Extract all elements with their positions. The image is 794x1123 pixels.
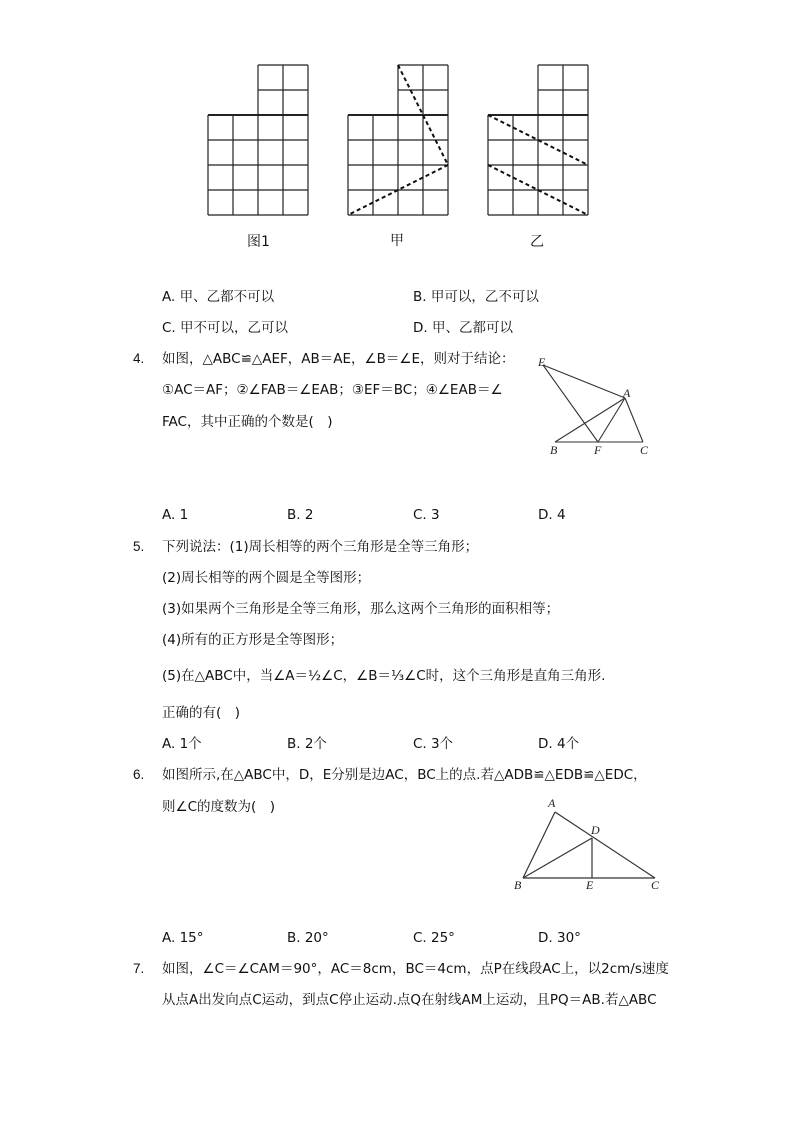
q6-option-d: D. 30° <box>538 930 581 946</box>
grid-figures <box>0 0 794 230</box>
q4-line-2: ①AC＝AF；②∠FAB＝∠EAB；③EF＝BC；④∠EAB＝∠ <box>162 382 503 398</box>
q4-line-3: FAC，其中正确的个数是( ) <box>162 414 333 430</box>
q4-label-a: A <box>623 386 631 400</box>
caption-yi: 乙 <box>530 234 544 250</box>
q6-option-a: A. 15° <box>162 930 204 946</box>
q6-label-e: E <box>586 878 594 892</box>
q4-number: 4. <box>133 351 145 366</box>
q6-option-c: C. 25° <box>413 930 455 946</box>
q5-line-5: (5)在△ABC中，当∠A＝½∠C，∠B＝⅓∠C时，这个三角形是直角三角形. <box>162 668 606 684</box>
q3-option-b: B. 甲可以，乙不可以 <box>413 289 539 305</box>
q7-line-2: 从点A出发向点C运动，到点C停止运动.点Q在射线AM上运动，且PQ＝AB.若△ABC <box>162 992 657 1008</box>
q6-figure <box>505 790 675 900</box>
q6-line-2: 则∠C的度数为( ) <box>162 799 276 815</box>
q5-line-1: 下列说法：(1)周长相等的两个三角形是全等三角形； <box>162 539 479 555</box>
q4-label-e: E <box>538 355 546 369</box>
figure-yi-grid <box>488 65 588 215</box>
q6-label-b: B <box>514 878 522 892</box>
q5-line-3: (3)如果两个三角形是全等三角形，那么这两个三角形的面积相等； <box>162 601 560 617</box>
q7-number: 7. <box>133 961 145 976</box>
q7-line-1: 如图，∠C＝∠CAM＝90°，AC＝8cm，BC＝4cm，点P在线段AC上，以2cm/s速度 <box>162 961 669 977</box>
q6-label-c: C <box>651 878 660 892</box>
q5-line-2: (2)周长相等的两个圆是全等图形； <box>162 570 371 586</box>
q4-option-c: C. 3 <box>413 507 440 523</box>
q6-label-a: A <box>548 796 556 810</box>
q3-option-c: C. 甲不可以，乙可以 <box>162 320 289 336</box>
q4-option-a: A. 1 <box>162 507 189 523</box>
caption-jia: 甲 <box>390 233 404 249</box>
q5-line-4: (4)所有的正方形是全等图形； <box>162 632 344 648</box>
q5-option-a: A. 1个 <box>162 736 202 752</box>
q4-label-f: F <box>594 443 602 457</box>
q3-option-a: A. 甲、乙都不可以 <box>162 289 275 305</box>
caption-figure-1: 图1 <box>247 234 270 250</box>
q6-option-b: B. 20° <box>287 930 329 946</box>
q6-line-1: 如图所示,在△ABC中，D，E分别是边AC，BC上的点.若△ADB≌△EDB≌△EDC， <box>162 767 647 783</box>
q4-label-c: C <box>640 443 649 457</box>
q5-option-d: D. 4个 <box>538 736 580 752</box>
figure-1-grid <box>208 65 308 215</box>
q5-option-b: B. 2个 <box>287 736 327 752</box>
q3-option-d: D. 甲、乙都可以 <box>413 320 513 336</box>
q5-line-6: 正确的有( ) <box>162 705 241 721</box>
q4-figure <box>530 350 660 460</box>
q6-number: 6. <box>133 767 145 782</box>
figure-jia-grid <box>348 65 448 215</box>
q6-label-d: D <box>591 823 600 837</box>
q5-number: 5. <box>133 539 145 554</box>
q5-option-c: C. 3个 <box>413 736 454 752</box>
q4-line-1: 如图，△ABC≌△AEF，AB＝AE，∠B＝∠E，则对于结论： <box>162 351 515 367</box>
q4-option-b: B. 2 <box>287 507 314 523</box>
q4-option-d: D. 4 <box>538 507 566 523</box>
q4-label-b: B <box>550 443 558 457</box>
